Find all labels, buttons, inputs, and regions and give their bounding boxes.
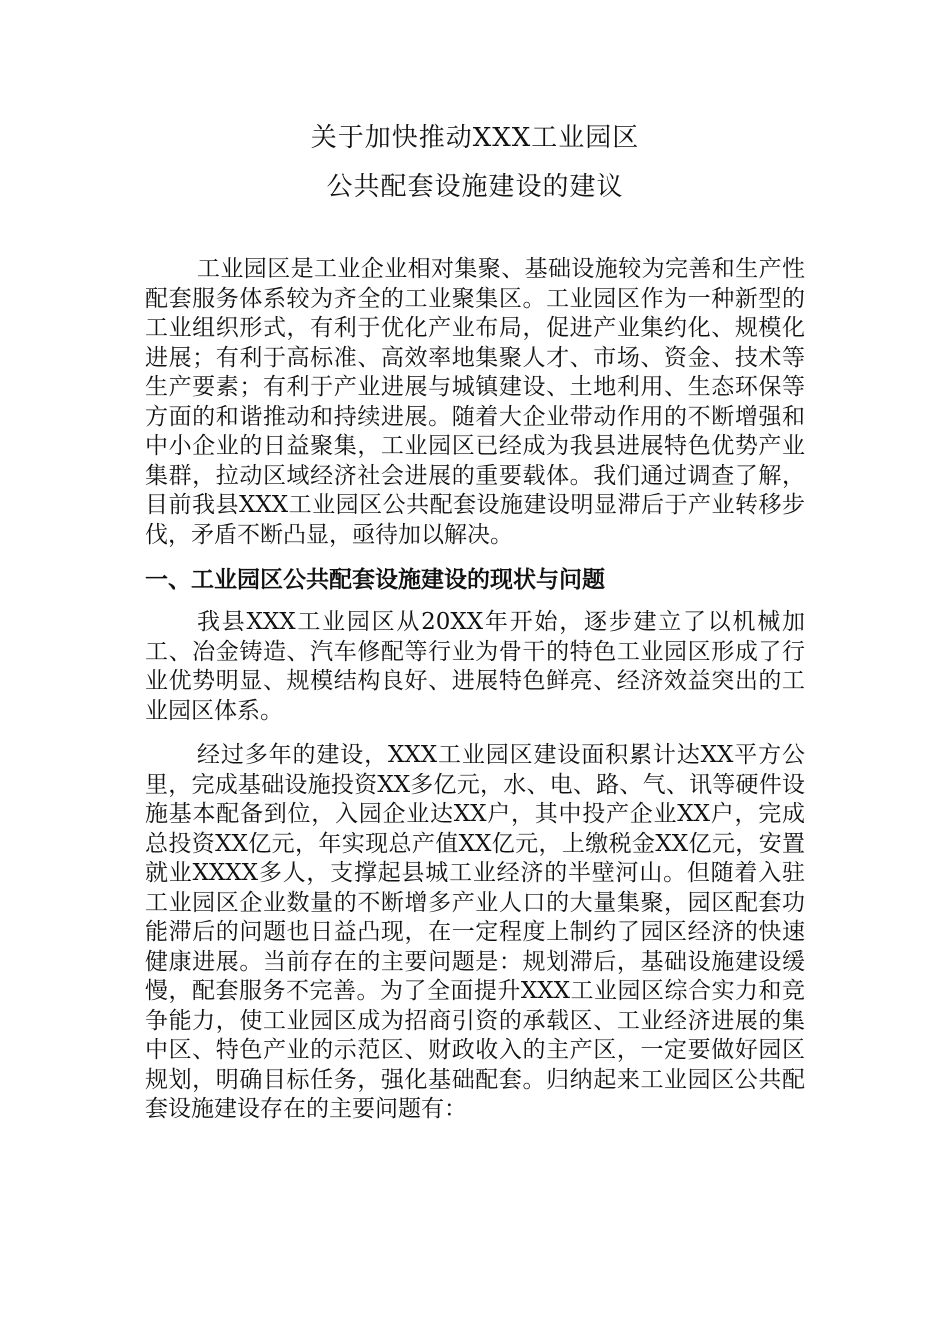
document-title-line-2: 公共配套设施建设的建议 [326,172,624,202]
document-title-line-1: 关于加快推动XXX工业园区 [310,123,640,153]
section-1-paragraph-1: 我县XXX工业园区从20XX年开始，逐步建立了以机械加工、冶金铸造、汽车修配等行业为骨干的特色工业园区形成了行业优势明显、规模结构良好、进展特色鲜亮、经济效益突出的工业园区体系。 [145,609,805,724]
section-1-paragraph-2: 经过多年的建设，XXX工业园区建设面积累计达XX平方公里，完成基础设施投资XX多亿元，水、电、路、气、讯等硬件设施基本配备到位，入园企业达XX户，其中投产企业XX户，完成总投资XX亿元，年实现总产值XX亿元，上缴税金XX亿元，安置就业XXXX多人，支撑起县城工业经济的半壁河山。但随着入驻工业园区企业数量的不断增多产业人口的大量集聚，园区配套功能滞后的问题也日益凸现，在一定程度上制约了园区经济的快速健康进展。当前存在的主要问题是：规划滞后，基础设施建设缓慢，配套服务不完善。为了全面提升XXX工业园区综合实力和竞争能力，使工业园区成为招商引资的承载区、工业经济进展的集中区、特色产业的示范区、财政收入的主产区，一定要做好园区规划，明确目标任务，强化基础配套。归纳起来工业园区公共配套设施建设存在的主要问题有： [145,742,805,1122]
section-1-heading: 一、工业园区公共配套设施建设的现状与问题 [145,567,605,593]
document-body [145,255,805,1140]
intro-paragraph: 工业园区是工业企业相对集聚、基础设施较为完善和生产性配套服务体系较为齐全的工业聚集区。工业园区作为一种新型的工业组织形式，有利于优化产业布局，促进产业集约化、规模化进展；有利于高标准、高效率地集聚人才、市场、资金、技术等生产要素；有利于产业进展与城镇建设、土地利用、生态环保等方面的和谐推动和持续进展。随着大企业带动作用的不断增强和中小企业的日益聚集，工业园区已经成为我县进展特色优势产业集群，拉动区域经济社会进展的重要载体。我们通过调查了解，目前我县XXX工业园区公共配套设施建设明显滞后于产业转移步伐，矛盾不断凸显，亟待加以解决。 [145,256,805,548]
